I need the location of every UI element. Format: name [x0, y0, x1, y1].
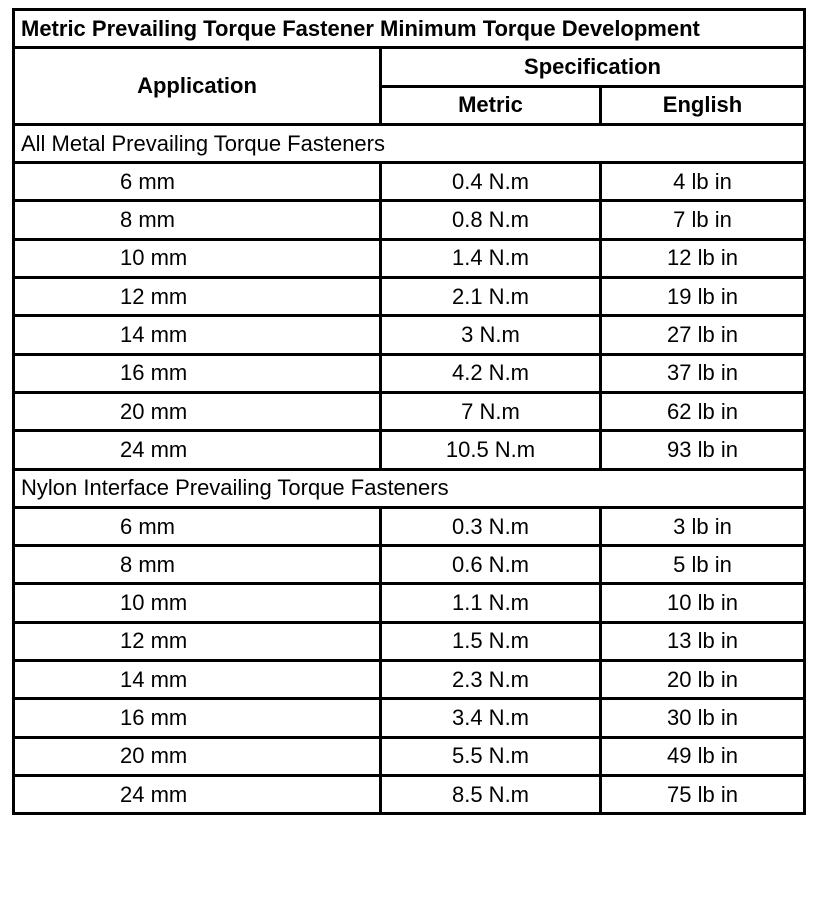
size-cell: 20 mm — [14, 737, 381, 775]
table-row — [14, 737, 805, 775]
size-cell: 10 mm — [14, 239, 381, 277]
metric-cell: 7 N.m — [381, 392, 601, 430]
section-label: All Metal Prevailing Torque Fasteners — [14, 124, 805, 162]
english-cell: 93 lb in — [601, 431, 805, 469]
english-cell: 27 lb in — [601, 316, 805, 354]
size-cell: 8 mm — [14, 546, 381, 584]
table-row — [14, 239, 805, 277]
table-row — [14, 316, 805, 354]
english-cell: 20 lb in — [601, 661, 805, 699]
metric-cell: 5.5 N.m — [381, 737, 601, 775]
section-row — [14, 469, 805, 507]
size-cell: 12 mm — [14, 622, 381, 660]
metric-cell: 0.3 N.m — [381, 507, 601, 545]
table-row — [14, 431, 805, 469]
size-cell: 20 mm — [14, 392, 381, 430]
english-cell: 12 lb in — [601, 239, 805, 277]
title-row — [14, 10, 805, 48]
section-label: Nylon Interface Prevailing Torque Fasteners — [14, 469, 805, 507]
size-cell: 16 mm — [14, 354, 381, 392]
metric-cell: 0.4 N.m — [381, 163, 601, 201]
metric-cell: 1.4 N.m — [381, 239, 601, 277]
table-row — [14, 546, 805, 584]
english-cell: 7 lb in — [601, 201, 805, 239]
table-row — [14, 278, 805, 316]
size-cell: 6 mm — [14, 163, 381, 201]
metric-header: Metric — [381, 86, 601, 124]
english-header: English — [601, 86, 805, 124]
metric-cell: 8.5 N.m — [381, 775, 601, 813]
metric-cell: 0.8 N.m — [381, 201, 601, 239]
metric-cell: 3 N.m — [381, 316, 601, 354]
metric-cell: 3.4 N.m — [381, 699, 601, 737]
english-cell: 5 lb in — [601, 546, 805, 584]
table-row — [14, 584, 805, 622]
english-cell: 19 lb in — [601, 278, 805, 316]
table-title: Metric Prevailing Torque Fastener Minimum Torque Development — [14, 10, 805, 48]
size-cell: 12 mm — [14, 278, 381, 316]
table-row — [14, 392, 805, 430]
metric-cell: 2.3 N.m — [381, 661, 601, 699]
metric-cell: 10.5 N.m — [381, 431, 601, 469]
table-row — [14, 661, 805, 699]
english-cell: 3 lb in — [601, 507, 805, 545]
table-row — [14, 201, 805, 239]
metric-cell: 0.6 N.m — [381, 546, 601, 584]
section-row — [14, 124, 805, 162]
english-cell: 30 lb in — [601, 699, 805, 737]
size-cell: 8 mm — [14, 201, 381, 239]
metric-cell: 2.1 N.m — [381, 278, 601, 316]
size-cell: 10 mm — [14, 584, 381, 622]
english-cell: 75 lb in — [601, 775, 805, 813]
torque-table — [12, 8, 806, 815]
size-cell: 24 mm — [14, 775, 381, 813]
english-cell: 62 lb in — [601, 392, 805, 430]
english-cell: 49 lb in — [601, 737, 805, 775]
english-cell: 10 lb in — [601, 584, 805, 622]
table-row — [14, 775, 805, 813]
size-cell: 16 mm — [14, 699, 381, 737]
size-cell: 14 mm — [14, 316, 381, 354]
table-row — [14, 507, 805, 545]
specification-header: Specification — [381, 48, 805, 86]
table-row — [14, 699, 805, 737]
size-cell: 24 mm — [14, 431, 381, 469]
size-cell: 14 mm — [14, 661, 381, 699]
header-row — [14, 48, 805, 86]
table-row — [14, 163, 805, 201]
table-row — [14, 354, 805, 392]
metric-cell: 1.5 N.m — [381, 622, 601, 660]
table-row — [14, 622, 805, 660]
application-header: Application — [14, 48, 381, 125]
metric-cell: 4.2 N.m — [381, 354, 601, 392]
english-cell: 13 lb in — [601, 622, 805, 660]
size-cell: 6 mm — [14, 507, 381, 545]
metric-cell: 1.1 N.m — [381, 584, 601, 622]
english-cell: 4 lb in — [601, 163, 805, 201]
english-cell: 37 lb in — [601, 354, 805, 392]
